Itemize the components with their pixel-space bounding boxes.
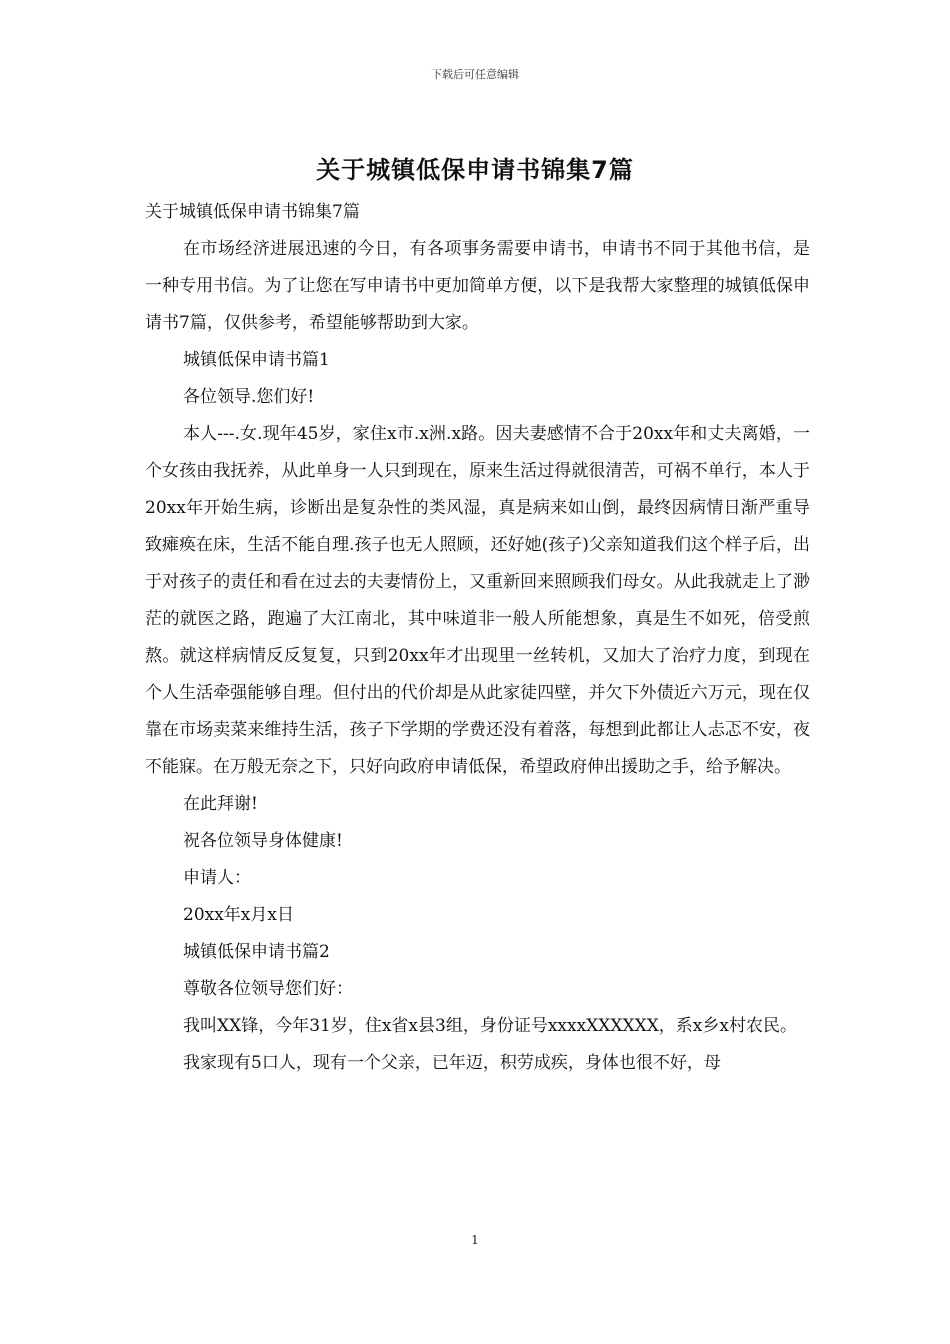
- document-title: 关于城镇低保申请书锦集7篇: [316, 156, 634, 184]
- signature-label: 申请人：: [183, 868, 251, 888]
- paragraph: 关于城镇低保申请书锦集7篇: [145, 202, 360, 222]
- date-line: 20xx年x月x日: [183, 905, 294, 925]
- paragraph: 本人---.女.现年45岁，家住x市.x洲.x路。因夫妻感情不合于20xx年和丈夫离婚，一个女孩由我抚养，从此单身一人只到现在，原来生活过得就很清苦，可祸不单行，本人于20xx年开始生病，诊断出是复杂性的类风湿，真是病来如山倒，最终因病情日渐严重导致瘫痪在床，生活不能自理.孩子也无人照顾，还好她(孩子)父亲知道我们这个样子后，出于对孩子的责任和看在过去的夫妻情份上，又重新回来照顾我们母女。从此我就走上了渺茫的就医之路，跑遍了大江南北，其中味道非一般人所能想象，真是生不如死，倍受煎熬。就这样病情反反复复，只到20xx年才出现里一丝转机，又加大了治疗力度，到现在个人生活牵强能够自理。但付出的代价却是从此家徒四壁，并欠下外债近六万元，现在仅靠在市场卖菜来维持生活，孩子下学期的学费还没有着落，每想到此都让人忐忑不安，夜不能寐。在万般无奈之下，只好向政府申请低保，希望政府伸出援助之手，给予解决。: [145, 424, 810, 777]
- section-heading: 城镇低保申请书篇2: [183, 942, 330, 962]
- salutation: 各位领导.您们好!: [183, 387, 315, 407]
- document-body: [145, 194, 810, 1082]
- paragraph: 在市场经济进展迅速的今日，有各项事务需要申请书，申请书不同于其他书信，是一种专用书信。为了让您在写申请书中更加简单方便，以下是我帮大家整理的城镇低保申请书7篇，仅供参考，希望能够帮助到大家。: [145, 239, 810, 333]
- paragraph: 我叫XX锋，今年31岁，住x省x县3组，身份证号xxxxXXXXXX，系x乡x村农民。: [183, 1016, 797, 1036]
- page-number: 1: [471, 1233, 479, 1247]
- salutation: 尊敬各位领导您们好：: [183, 979, 353, 999]
- section-heading: 城镇低保申请书篇1: [183, 350, 330, 370]
- header-note: 下载后可任意编辑: [431, 68, 519, 81]
- paragraph: 我家现有5口人，现有一个父亲，已年迈，积劳成疾，身体也很不好，母: [183, 1053, 721, 1073]
- closing-line: 在此拜谢!: [183, 794, 258, 814]
- closing-line: 祝各位领导身体健康!: [183, 831, 343, 851]
